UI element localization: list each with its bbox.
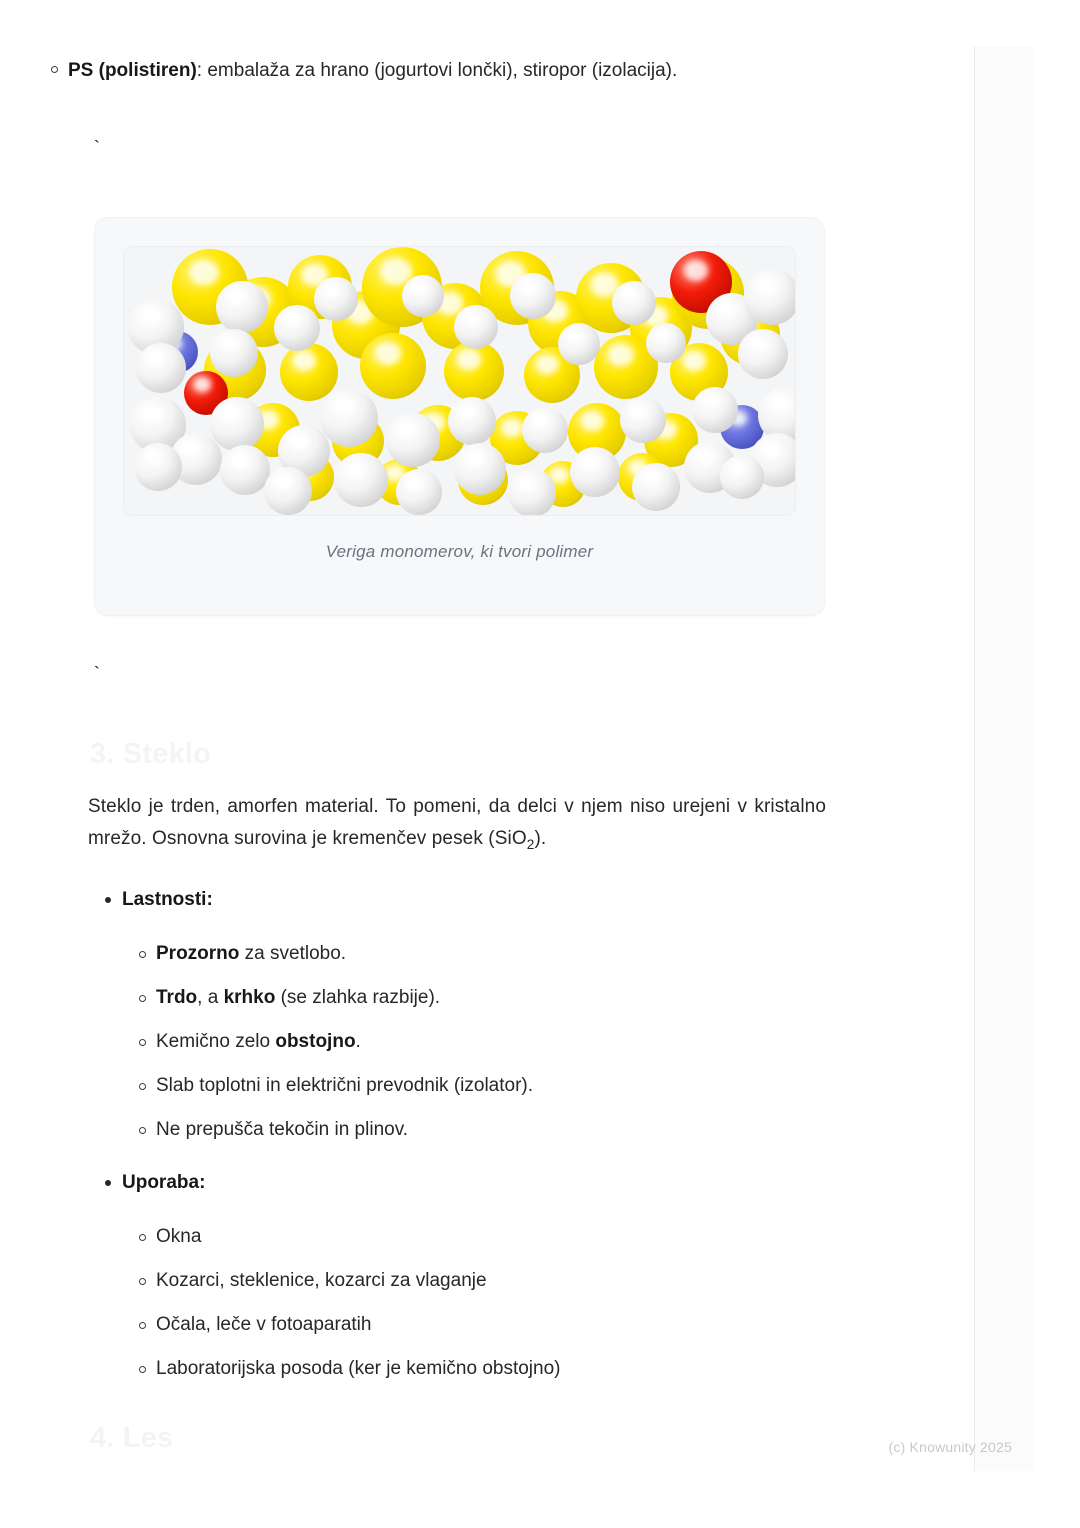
list-item-text-2: (se zlahka razbije).: [275, 987, 441, 1008]
circle-bullet-icon: [51, 66, 58, 73]
steklo-paragraph-tail: ).: [534, 828, 547, 849]
circle-bullet-icon: [139, 951, 146, 958]
circle-bullet-icon: [139, 1366, 146, 1373]
sio2-subscript: 2: [526, 836, 535, 852]
steklo-paragraph-text: Steklo je trden, amorfen material. To pomeni, da delci v njem niso urejeni v kristalno mrežo. Osnovna surovina je kremenčev pesek (SiO: [88, 796, 826, 849]
list-item-text: Okna: [156, 1226, 202, 1247]
list-item-term: obstojno: [275, 1031, 356, 1052]
molecule-image: [123, 246, 796, 516]
list-item-term-2: krhko: [223, 987, 276, 1008]
lastnosti-group: [88, 884, 848, 920]
circle-bullet-icon: [139, 1039, 146, 1046]
disc-bullet-icon: [105, 1180, 111, 1186]
figure-caption: Veriga monomerov, ki tvori polimer: [325, 542, 594, 561]
circle-bullet-icon: [139, 1127, 146, 1134]
circle-bullet-icon: [139, 1278, 146, 1285]
list-item-term: Prozorno: [156, 943, 240, 964]
uporaba-group: [88, 1167, 848, 1203]
circle-bullet-icon: [139, 1322, 146, 1329]
section-heading-steklo: 3. Steklo: [90, 738, 212, 770]
list-item-term: Trdo: [156, 987, 198, 1008]
list-item-text: : embalaža za hrano (jogurtovi lončki), stiropor (izolacija).: [196, 60, 678, 81]
section-heading-les: 4. Les: [90, 1422, 174, 1454]
list-item-text: za svetlobo.: [239, 943, 347, 964]
lastnosti-title: Lastnosti:: [122, 889, 213, 910]
list-item-pretext: Kemično zelo: [156, 1031, 276, 1052]
lastnosti-list: [88, 939, 848, 1159]
list-item: [88, 1115, 848, 1145]
list-item: [88, 1071, 848, 1101]
circle-bullet-icon: [139, 1083, 146, 1090]
list-item: [88, 1310, 848, 1340]
list-item-text: , a: [197, 987, 224, 1008]
figure-card: [94, 217, 825, 616]
polymer-types-list: [0, 54, 760, 87]
uporaba-list: [88, 1222, 848, 1398]
list-item: [88, 983, 848, 1013]
list-item: [0, 54, 760, 87]
list-item: [88, 1354, 848, 1384]
list-item-text: Ne prepušča tekočin in plinov.: [156, 1119, 409, 1140]
list-item-text: Očala, leče v fotoaparatih: [156, 1314, 372, 1335]
list-item-text: Kozarci, steklenice, kozarci za vlaganje: [156, 1270, 487, 1291]
list-item: [88, 939, 848, 969]
steklo-paragraph: [88, 791, 826, 861]
footer-credit: (c) Knowunity 2025: [888, 1439, 1012, 1455]
circle-bullet-icon: [139, 1234, 146, 1241]
uporaba-title: Uporaba:: [122, 1172, 206, 1193]
list-item: [88, 1222, 848, 1252]
list-item: [88, 1266, 848, 1296]
list-item: [88, 1027, 848, 1057]
stray-backtick-2: `: [91, 664, 103, 686]
list-item-text: Laboratorijska posoda (ker je kemično obstojno): [156, 1358, 561, 1379]
right-panel-background: [975, 46, 1033, 1471]
space-filling-molecule-model: [124, 247, 795, 515]
circle-bullet-icon: [139, 995, 146, 1002]
uporaba-title-item: [88, 1167, 848, 1199]
lastnosti-title-item: [88, 884, 848, 916]
disc-bullet-icon: [105, 897, 111, 903]
right-panel-edge: [974, 46, 975, 1471]
list-item-text: .: [355, 1031, 361, 1052]
list-item-term: PS (polistiren): [68, 60, 197, 81]
list-item-text: Slab toplotni in električni prevodnik (izolator).: [156, 1075, 534, 1096]
stray-backtick-1: `: [91, 138, 103, 160]
